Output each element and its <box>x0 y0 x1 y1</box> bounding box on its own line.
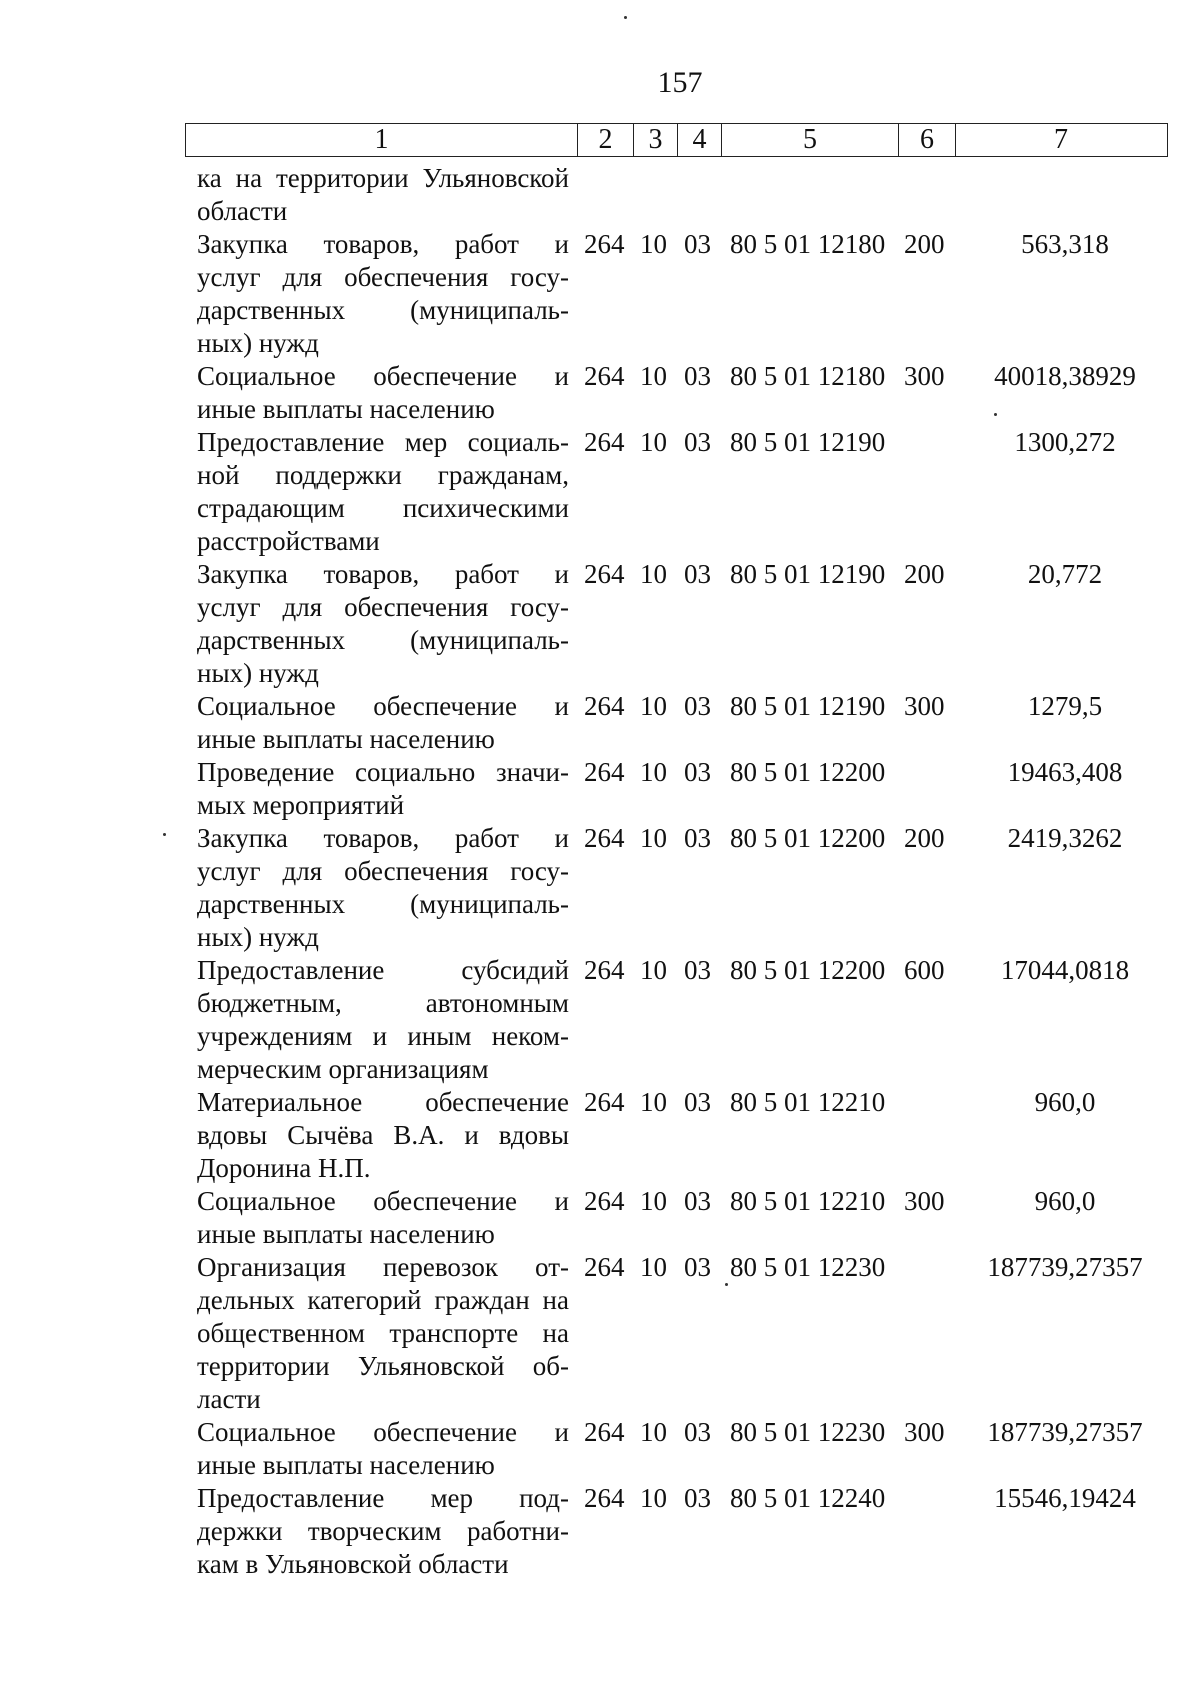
amount-cell: 563,318 <box>1021 229 1109 259</box>
code-2-cell: 264 <box>584 1087 625 1117</box>
table-row <box>0 1086 1200 1185</box>
description-line: иные выплаты населению <box>197 724 495 754</box>
description-line: ных) нужд <box>197 922 319 952</box>
scan-speck <box>994 413 997 416</box>
amount-cell: 19463,408 <box>1007 757 1123 787</box>
code-3-cell: 10 <box>640 955 667 985</box>
code-2-cell: 264 <box>584 1417 625 1447</box>
table-row <box>0 558 1200 690</box>
description-line: дарственных (муниципаль- <box>197 295 569 325</box>
code-5-cell: 80 5 01 12210 <box>730 1186 886 1216</box>
table-body <box>0 162 1200 1581</box>
description-line: области <box>197 196 288 226</box>
header-col-7: 7 <box>955 124 1166 156</box>
description-line: Организация перевозок от- <box>197 1252 569 1282</box>
row-description <box>197 690 569 756</box>
scan-speck <box>725 1283 728 1286</box>
description-line: мых мероприятий <box>197 790 405 820</box>
description-line: Проведение социально значи- <box>197 757 569 787</box>
amount-cell: 187739,27357 <box>987 1417 1143 1447</box>
row-description <box>197 756 569 822</box>
table-row <box>0 228 1200 360</box>
code-2-cell: 264 <box>584 559 625 589</box>
description-line: Социальное обеспечение и <box>197 691 569 721</box>
code-3-cell: 10 <box>640 1417 667 1447</box>
code-3-cell: 10 <box>640 757 667 787</box>
code-6-cell: 200 <box>904 823 945 853</box>
amount-cell: 187739,27357 <box>987 1252 1143 1282</box>
description-line: Предоставление субсидий <box>197 955 569 985</box>
description-line: дарственных (муниципаль- <box>197 625 569 655</box>
code-4-cell: 03 <box>684 559 711 589</box>
description-line: страдающим психическими <box>197 493 569 523</box>
description-line: дарственных (муниципаль- <box>197 889 569 919</box>
row-description <box>197 1185 569 1251</box>
code-5-cell: 80 5 01 12200 <box>730 823 886 853</box>
code-6-cell: 300 <box>904 1417 945 1447</box>
description-line: Закупка товаров, работ и <box>197 229 569 259</box>
description-line: Социальное обеспечение и <box>197 1186 569 1216</box>
code-4-cell: 03 <box>684 1483 711 1513</box>
description-line: общественном транспорте на <box>197 1318 569 1348</box>
table-row <box>0 954 1200 1086</box>
row-description <box>197 1251 569 1416</box>
code-5-cell: 80 5 01 12180 <box>730 229 886 259</box>
description-line: ных) нужд <box>197 658 319 688</box>
code-5-cell: 80 5 01 12240 <box>730 1483 886 1513</box>
description-line: Материальное обеспечение <box>197 1087 569 1117</box>
code-3-cell: 10 <box>640 229 667 259</box>
table-row <box>0 1185 1200 1251</box>
code-6-cell: 300 <box>904 1186 945 1216</box>
code-2-cell: 264 <box>584 823 625 853</box>
description-line: Социальное обеспечение и <box>197 361 569 391</box>
table-row <box>0 822 1200 954</box>
description-line: услуг для обеспечения госу- <box>197 592 569 622</box>
description-line: ной поддержки гражданам, <box>197 460 569 490</box>
code-2-cell: 264 <box>584 1252 625 1282</box>
row-description <box>197 1086 569 1185</box>
code-5-cell: 80 5 01 12190 <box>730 691 886 721</box>
code-5-cell: 80 5 01 12190 <box>730 427 886 457</box>
code-4-cell: 03 <box>684 691 711 721</box>
code-6-cell: 300 <box>904 361 945 391</box>
row-description <box>197 426 569 558</box>
table-row <box>0 1482 1200 1581</box>
description-line: иные выплаты населению <box>197 394 495 424</box>
description-line: мерческим организациям <box>197 1054 489 1084</box>
table-row <box>0 426 1200 558</box>
code-3-cell: 10 <box>640 691 667 721</box>
description-line: вдовы Сычёва В.А. и вдовы <box>197 1120 569 1150</box>
code-4-cell: 03 <box>684 1252 711 1282</box>
code-4-cell: 03 <box>684 1186 711 1216</box>
code-2-cell: 264 <box>584 427 625 457</box>
row-description <box>197 822 569 954</box>
row-description <box>197 228 569 360</box>
code-3-cell: 10 <box>640 427 667 457</box>
description-line: кам в Ульяновской области <box>197 1549 509 1579</box>
code-2-cell: 264 <box>584 955 625 985</box>
scan-speck <box>163 833 166 836</box>
description-line: Предоставление мер под- <box>197 1483 569 1513</box>
amount-cell: 960,0 <box>1034 1186 1096 1216</box>
code-5-cell: 80 5 01 12190 <box>730 559 886 589</box>
code-3-cell: 10 <box>640 1087 667 1117</box>
description-line: Предоставление мер социаль- <box>197 427 569 457</box>
code-5-cell: 80 5 01 12230 <box>730 1417 886 1447</box>
code-2-cell: 264 <box>584 361 625 391</box>
header-col-1: 1 <box>374 124 389 155</box>
amount-cell: 1300,272 <box>1014 427 1116 457</box>
amount-cell: 17044,0818 <box>1000 955 1130 985</box>
amount-cell: 2419,3262 <box>1007 823 1123 853</box>
amount-cell: 15546,19424 <box>994 1483 1136 1513</box>
table-row <box>0 756 1200 822</box>
code-4-cell: 03 <box>684 1087 711 1117</box>
row-description <box>197 1482 569 1581</box>
header-col-4: 4 <box>677 124 721 156</box>
code-3-cell: 10 <box>640 1252 667 1282</box>
table-row <box>0 690 1200 756</box>
table-row <box>0 1416 1200 1482</box>
code-4-cell: 03 <box>684 1417 711 1447</box>
row-description <box>197 1416 569 1482</box>
code-4-cell: 03 <box>684 427 711 457</box>
code-3-cell: 10 <box>640 361 667 391</box>
code-6-cell: 300 <box>904 691 945 721</box>
header-col-5: 5 <box>721 124 898 156</box>
row-description <box>197 360 569 426</box>
table-header <box>185 123 1168 157</box>
amount-cell: 40018,38929 <box>994 361 1136 391</box>
code-2-cell: 264 <box>584 691 625 721</box>
description-line: ласти <box>197 1384 261 1414</box>
code-6-cell: 200 <box>904 229 945 259</box>
code-3-cell: 10 <box>640 559 667 589</box>
code-5-cell: 80 5 01 12200 <box>730 757 886 787</box>
description-line: учреждениям и иным неком- <box>197 1021 569 1051</box>
description-line: Закупка товаров, работ и <box>197 823 569 853</box>
table-row <box>0 162 1200 228</box>
description-line: держки творческим работни- <box>197 1516 569 1546</box>
row-description <box>197 558 569 690</box>
table-row <box>0 360 1200 426</box>
header-col-6: 6 <box>898 124 955 156</box>
code-4-cell: 03 <box>684 823 711 853</box>
code-5-cell: 80 5 01 12200 <box>730 955 886 985</box>
page-number: 157 <box>657 66 703 99</box>
code-2-cell: 264 <box>584 757 625 787</box>
code-4-cell: 03 <box>684 757 711 787</box>
code-2-cell: 264 <box>584 1483 625 1513</box>
description-line: иные выплаты населению <box>197 1450 495 1480</box>
description-line: территории Ульяновской об- <box>197 1351 569 1381</box>
amount-cell: 960,0 <box>1034 1087 1096 1117</box>
code-5-cell: 80 5 01 12210 <box>730 1087 886 1117</box>
description-line: расстройствами <box>197 526 380 556</box>
code-3-cell: 10 <box>640 823 667 853</box>
code-6-cell: 600 <box>904 955 945 985</box>
code-5-cell: 80 5 01 12230 <box>730 1252 886 1282</box>
description-line: Социальное обеспечение и <box>197 1417 569 1447</box>
amount-cell: 20,772 <box>1027 559 1103 589</box>
code-4-cell: 03 <box>684 361 711 391</box>
code-2-cell: 264 <box>584 229 625 259</box>
code-3-cell: 10 <box>640 1483 667 1513</box>
code-4-cell: 03 <box>684 229 711 259</box>
code-4-cell: 03 <box>684 955 711 985</box>
row-description <box>197 162 569 228</box>
description-line: Закупка товаров, работ и <box>197 559 569 589</box>
description-line: услуг для обеспечения госу- <box>197 856 569 886</box>
description-line: услуг для обеспечения госу- <box>197 262 569 292</box>
description-line: ных) нужд <box>197 328 319 358</box>
description-line: бюджетным, автономным <box>197 988 569 1018</box>
amount-cell: 1279,5 <box>1027 691 1103 721</box>
description-line: иные выплаты населению <box>197 1219 495 1249</box>
code-5-cell: 80 5 01 12180 <box>730 361 886 391</box>
table-row <box>0 1251 1200 1416</box>
scan-speck <box>624 16 627 19</box>
code-2-cell: 264 <box>584 1186 625 1216</box>
description-line: ка на территории Ульяновской <box>197 163 569 193</box>
header-col-3: 3 <box>633 124 677 156</box>
description-line: дельных категорий граждан на <box>197 1285 569 1315</box>
header-col-2: 2 <box>577 124 633 156</box>
code-6-cell: 200 <box>904 559 945 589</box>
code-3-cell: 10 <box>640 1186 667 1216</box>
description-line: Доронина Н.П. <box>197 1153 371 1183</box>
row-description <box>197 954 569 1086</box>
